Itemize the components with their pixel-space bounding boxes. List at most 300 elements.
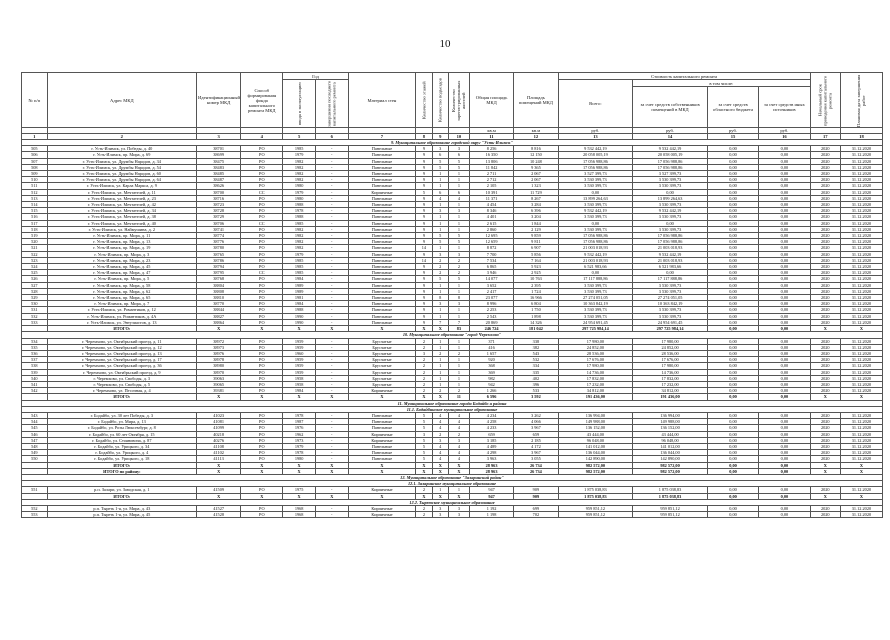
table-cell: 9 811: [514, 239, 558, 245]
table-cell: 17 056 988,86: [633, 158, 708, 164]
table-cell: 38485: [196, 171, 240, 177]
table-cell: 396: [514, 381, 558, 387]
table-cell: 1976: [283, 425, 316, 431]
table-cell: 96 048,00: [558, 437, 633, 443]
table-cell: Панельные: [348, 164, 416, 170]
table-cell: 31.12.2020: [840, 220, 882, 226]
table-cell: 9: [416, 282, 432, 288]
table-cell: 2020: [810, 512, 840, 518]
table-cell: 39065: [196, 381, 240, 387]
table-cell: 20 058 005,19: [558, 152, 633, 158]
table-cell: г. Усть-Илимск, пр. Мира, д. 62: [47, 288, 196, 294]
table-cell: 13 806: [469, 158, 513, 164]
table-cell: РО: [241, 363, 283, 369]
table-cell: X: [241, 462, 283, 468]
table-cell: 2020: [810, 146, 840, 152]
table-cell: 659: [469, 431, 513, 437]
table-cell: 1984: [283, 276, 316, 282]
table-cell: 31.12.2020: [840, 437, 882, 443]
table-cell: X: [348, 326, 416, 332]
table-cell: 9: [416, 288, 432, 294]
table-cell: 2 712: [469, 177, 513, 183]
table-cell: 38786: [196, 257, 240, 263]
table-cell: г. Бодайбо, ул. 30 лет Победы, д. 3: [47, 412, 196, 418]
table-cell: 0,00: [759, 487, 810, 493]
table-cell: Панельные: [348, 146, 416, 152]
table-cell: РО: [241, 412, 283, 418]
table-cell: -: [315, 357, 348, 363]
table-cell: 8 872: [469, 245, 513, 251]
table-cell: 2020: [810, 301, 840, 307]
table-cell: 0,00: [759, 301, 810, 307]
table-cell: 3 530 399,73: [558, 183, 633, 189]
table-cell: 38980: [196, 363, 240, 369]
table-cell: 9 532 442,19: [558, 251, 633, 257]
column-number: 4: [241, 134, 283, 140]
table-cell: 17 056 988,86: [633, 239, 708, 245]
register-table: [21, 72, 883, 518]
table-cell: 31.12.2020: [840, 319, 882, 325]
table-cell: 3 967: [514, 425, 558, 431]
table-cell: 369: [469, 369, 513, 375]
table-cell: 31.12.2020: [840, 288, 882, 294]
table-cell: 512: [22, 189, 48, 195]
table-cell: 3 530 399,73: [558, 214, 633, 220]
table-cell: 17 056 988,86: [633, 164, 708, 170]
table-cell: 550: [22, 456, 48, 462]
table-cell: 0,00: [759, 288, 810, 294]
table-cell: 31.12.2020: [840, 357, 882, 363]
table-cell: 3 530 399,73: [633, 214, 708, 220]
table-cell: 528: [22, 288, 48, 294]
table-cell: 1988: [283, 214, 316, 220]
table-cell: 2 067: [514, 171, 558, 177]
table-cell: 0,00: [558, 220, 633, 226]
header-year-group: Год: [283, 73, 348, 80]
table-cell: РО: [241, 307, 283, 313]
table-cell: 2020: [810, 245, 840, 251]
table-cell: X: [810, 462, 840, 468]
table-cell: 1978: [283, 450, 316, 456]
table-cell: 334: [514, 363, 558, 369]
table-cell: 0,00: [707, 164, 758, 170]
table-cell: г. Черемхово, ул. Октябрьский проезд, д. 11: [47, 338, 196, 344]
table-cell: 1959: [283, 338, 316, 344]
header-address: Адрес МКД: [47, 73, 196, 128]
unit-cell: кв.м: [469, 128, 513, 134]
table-cell: 8: [448, 295, 469, 301]
table-cell: 1: [432, 307, 448, 313]
table-cell: 43 444,00: [558, 431, 633, 437]
table-cell: 38728: [196, 208, 240, 214]
column-number: 18: [840, 134, 882, 140]
table-cell: 0,00: [759, 189, 810, 195]
table-cell: 1: [432, 338, 448, 344]
unit-cell: руб.: [759, 128, 810, 134]
table-cell: 5: [416, 412, 432, 418]
table-cell: 39063: [196, 375, 240, 381]
table-cell: 2: [432, 388, 448, 394]
table-cell: 38716: [196, 195, 240, 201]
table-cell: 38810: [196, 295, 240, 301]
table-cell: 136 994,00: [558, 412, 633, 418]
table-cell: -: [315, 437, 348, 443]
table-cell: 0,00: [558, 189, 633, 195]
table-cell: 2 395: [514, 282, 558, 288]
table-cell: 0,00: [759, 295, 810, 301]
table-cell: 1978: [283, 208, 316, 214]
table-cell: Панельные: [348, 183, 416, 189]
table-cell: 246 724: [469, 326, 513, 332]
table-cell: 2020: [810, 233, 840, 239]
table-cell: 1989: [283, 288, 316, 294]
table-cell: 9: [416, 251, 432, 257]
table-cell: 38487: [196, 177, 240, 183]
table-cell: 4: [432, 419, 448, 425]
table-cell: Кирпичные: [348, 189, 416, 195]
table-cell: РО: [241, 288, 283, 294]
section-title: 12.1. Заларинское муниципальное образование: [22, 481, 883, 487]
table-cell: Панельные: [348, 158, 416, 164]
table-cell: X: [315, 468, 348, 474]
table-cell: 38741: [196, 226, 240, 232]
table-cell: 1: [448, 363, 469, 369]
table-cell: 27 274 051,05: [558, 295, 633, 301]
table-cell: 2020: [810, 177, 840, 183]
table-cell: X: [416, 493, 432, 499]
table-cell: 38976: [196, 350, 240, 356]
table-cell: 1: [448, 487, 469, 493]
table-cell: 368: [469, 363, 513, 369]
table-cell: -: [315, 363, 348, 369]
table-cell: 0,00: [707, 177, 758, 183]
table-cell: 518: [22, 226, 48, 232]
table-cell: 28 963: [469, 468, 513, 474]
table-cell: 536: [22, 350, 48, 356]
table-cell: 1988: [283, 307, 316, 313]
table-cell: 5: [448, 276, 469, 282]
table-cell: 3: [432, 512, 448, 518]
table-cell: 1 266: [469, 388, 513, 394]
table-cell: 506: [22, 152, 48, 158]
table-cell: 2 925: [514, 270, 558, 276]
table-cell: 31.12.2020: [840, 338, 882, 344]
table-cell: 38699: [196, 152, 240, 158]
table-cell: 8 256: [469, 146, 513, 152]
table-cell: 4 454: [469, 202, 513, 208]
header-number: № п/п: [22, 73, 48, 128]
table-cell: 1982: [283, 177, 316, 183]
table-cell: Панельные: [348, 152, 416, 158]
table-cell: 31.12.2020: [840, 270, 882, 276]
table-cell: 31.12.2020: [840, 295, 882, 301]
table-cell: 0,00: [759, 456, 810, 462]
table-cell: 2020: [810, 313, 840, 319]
table-cell: 9: [416, 264, 432, 270]
table-cell: 0,00: [707, 505, 758, 511]
table-cell: г. Бодайбо, ул. 60 лет Октября, д. 15: [47, 431, 196, 437]
table-cell: 2020: [810, 164, 840, 170]
table-cell: 543: [514, 350, 558, 356]
table-cell: -: [315, 208, 348, 214]
table-cell: 3 530 399,73: [633, 282, 708, 288]
table-cell: 0,00: [707, 202, 758, 208]
table-cell: Панельные: [348, 257, 416, 263]
table-cell: 2020: [810, 363, 840, 369]
table-cell: 31.12.2020: [840, 431, 882, 437]
table-cell: 534: [22, 338, 48, 344]
table-cell: X: [348, 394, 416, 400]
table-cell: 2020: [810, 307, 840, 313]
table-cell: 1985: [283, 270, 316, 276]
table-cell: 24 954 691,45: [558, 319, 633, 325]
table-cell: 1985: [283, 264, 316, 270]
table-cell: 1 875 038,83: [633, 493, 708, 499]
table-cell: 2: [416, 487, 432, 493]
table-cell: 31.12.2020: [840, 512, 882, 518]
table-cell: X: [315, 394, 348, 400]
table-cell: 9: [416, 177, 432, 183]
table-cell: 2: [432, 264, 448, 270]
table-cell: 530: [22, 301, 48, 307]
table-cell: X: [196, 326, 240, 332]
table-cell: Кирпичные: [348, 431, 416, 437]
table-cell: 537: [22, 357, 48, 363]
table-cell: 1: [448, 313, 469, 319]
table-cell: 1990: [283, 313, 316, 319]
table-cell: 0,00: [707, 251, 758, 257]
table-cell: 532: [514, 357, 558, 363]
table-cell: -: [315, 282, 348, 288]
table-cell: X: [241, 326, 283, 332]
table-cell: 5: [416, 437, 432, 443]
table-cell: -: [315, 375, 348, 381]
table-cell: 0,00: [707, 431, 758, 437]
table-cell: 31.12.2020: [840, 257, 882, 263]
table-cell: X: [283, 394, 316, 400]
table-cell: г. Усть-Илимск, пр. Мира, д. 45: [47, 264, 196, 270]
table-cell: 31.12.2020: [840, 245, 882, 251]
table-cell: -: [315, 245, 348, 251]
table-cell: 4: [432, 450, 448, 456]
table-cell: 21 003 018,93: [558, 245, 633, 251]
table-cell: -: [315, 270, 348, 276]
table-cell: 14 326: [514, 319, 558, 325]
column-number: 16: [759, 134, 810, 140]
table-cell: 3 530 399,73: [558, 226, 633, 232]
table-cell: 1: [448, 183, 469, 189]
table-cell: 0,00: [707, 307, 758, 313]
table-cell: 1: [432, 344, 448, 350]
table-cell: 1: [448, 282, 469, 288]
table-cell: 2020: [810, 456, 840, 462]
table-cell: 31.12.2020: [840, 183, 882, 189]
table-cell: 0,00: [759, 282, 810, 288]
table-cell: 6 521 983,66: [633, 264, 708, 270]
table-cell: РО: [241, 171, 283, 177]
table-cell: 0,00: [707, 171, 758, 177]
table-cell: 3 530 399,73: [633, 288, 708, 294]
table-cell: 2020: [810, 158, 840, 164]
table-cell: 0,00: [707, 357, 758, 363]
table-cell: 5: [432, 276, 448, 282]
table-cell: 5: [416, 443, 432, 449]
table-cell: 0,00: [759, 233, 810, 239]
table-cell: 0,00: [707, 462, 758, 468]
table-cell: 14 736,00: [633, 369, 708, 375]
table-cell: 5: [416, 189, 432, 195]
column-number: 5: [283, 134, 316, 140]
table-cell: 1: [448, 288, 469, 294]
table-cell: 1990: [283, 319, 316, 325]
table-cell: г. Усть-Илимск, ул. Энтузиастов, д. 13: [47, 319, 196, 325]
table-cell: 9: [416, 171, 432, 177]
table-cell: 2020: [810, 431, 840, 437]
table-cell: 41102: [196, 450, 240, 456]
header-total-area: Общая площадь МКД: [469, 73, 513, 128]
table-cell: г. Усть-Илимск, пр. Мира, д. 69: [47, 152, 196, 158]
table-cell: X: [348, 462, 416, 468]
table-cell: 38794: [196, 264, 240, 270]
table-cell: 7 534: [469, 257, 513, 263]
table-cell: 17 676,00: [558, 357, 633, 363]
table-cell: -: [315, 456, 348, 462]
table-cell: -: [315, 171, 348, 177]
table-cell: 1: [448, 245, 469, 251]
table-cell: 31.12.2020: [840, 226, 882, 232]
table-cell: ИТОГО:: [47, 394, 196, 400]
table-cell: 39381: [196, 388, 240, 394]
table-cell: 17 056 988,86: [558, 158, 633, 164]
table-cell: СС: [241, 189, 283, 195]
table-cell: 3: [432, 437, 448, 443]
table-cell: 10 248: [514, 158, 558, 164]
column-number: 10: [448, 134, 469, 140]
table-cell: 149 988,00: [558, 419, 633, 425]
table-cell: -: [315, 177, 348, 183]
table-cell: 297 725 984,14: [558, 326, 633, 332]
header-year-repair: завершения последнего капитального ремонта: [315, 80, 348, 128]
table-cell: 43 444,00: [633, 431, 708, 437]
table-cell: г. Черемхово, ул. Октябрьский проезд, д. 36: [47, 363, 196, 369]
table-cell: г. Бодайбо, ул. Урицкого, д. 18: [47, 456, 196, 462]
table-cell: 191 436,00: [558, 394, 633, 400]
table-cell: 2 067: [514, 177, 558, 183]
table-cell: 0,00: [707, 375, 758, 381]
table-cell: 2020: [810, 264, 840, 270]
table-cell: 1: [448, 307, 469, 313]
table-cell: РО: [241, 431, 283, 437]
table-cell: 3 284: [514, 202, 558, 208]
table-cell: 2: [448, 270, 469, 276]
table-cell: РО: [241, 381, 283, 387]
table-cell: 2020: [810, 295, 840, 301]
table-cell: 17 980,00: [558, 363, 633, 369]
table-cell: 0,00: [707, 388, 758, 394]
table-cell: 539: [22, 369, 48, 375]
column-number: 8: [416, 134, 432, 140]
table-cell: 509: [22, 171, 48, 177]
table-cell: 514: [22, 202, 48, 208]
table-cell: 947: [469, 487, 513, 493]
table-cell: 5: [448, 158, 469, 164]
table-cell: 0,00: [707, 276, 758, 282]
table-cell: 2: [416, 363, 432, 369]
table-cell: 38827: [196, 313, 240, 319]
table-cell: Панельные: [348, 171, 416, 177]
header-id: Идентификационный номер МКД: [196, 73, 240, 128]
table-cell: 0,00: [759, 239, 810, 245]
table-cell: 9: [416, 307, 432, 313]
unit-cell: руб.: [707, 128, 758, 134]
table-cell: 9 532 442,19: [633, 146, 708, 152]
table-cell: 1973: [283, 437, 316, 443]
table-cell: 6 396: [514, 208, 558, 214]
table-cell: 2020: [810, 487, 840, 493]
table-cell: г. Усть-Илимск, пр. Мира, д. 47: [47, 270, 196, 276]
table-cell: 31.12.2020: [840, 381, 882, 387]
table-cell: 0,00: [558, 270, 633, 276]
table-cell: 2 711: [469, 171, 513, 177]
table-cell: 5: [416, 425, 432, 431]
table-cell: 2020: [810, 276, 840, 282]
table-cell: 9 532 442,19: [558, 146, 633, 152]
table-cell: -: [315, 313, 348, 319]
table-cell: г. Усть-Илимск, ул. Мечтателей, д. 34: [47, 208, 196, 214]
table-cell: 0,00: [707, 338, 758, 344]
table-cell: 0,00: [759, 369, 810, 375]
table-cell: РО: [241, 214, 283, 220]
table-cell: 0,00: [707, 468, 758, 474]
table-cell: 959 851,12: [633, 512, 708, 518]
table-cell: X: [416, 462, 432, 468]
table-cell: 0,00: [707, 264, 758, 270]
table-cell: 982: [469, 375, 513, 381]
table-cell: 9: [416, 226, 432, 232]
table-cell: Панельные: [348, 313, 416, 319]
table-cell: 191 436,00: [633, 394, 708, 400]
table-cell: -: [315, 487, 348, 493]
table-cell: 0,00: [759, 264, 810, 270]
table-cell: 12 695: [469, 233, 513, 239]
table-cell: Панельные: [348, 295, 416, 301]
table-cell: 1: [448, 344, 469, 350]
table-cell: 38700: [196, 189, 240, 195]
table-cell: X: [283, 493, 316, 499]
table-cell: 3: [432, 146, 448, 152]
table-cell: 2020: [810, 344, 840, 350]
table-cell: г. Бодайбо, ул. Урицкого, д. 34: [47, 443, 196, 449]
table-cell: 505: [22, 146, 48, 152]
table-cell: 0,00: [759, 208, 810, 214]
table-cell: 1: [432, 282, 448, 288]
table-cell: р.п. Тыреть 1-я, ул. Мира, д. 43: [47, 505, 196, 511]
table-cell: 0,00: [759, 276, 810, 282]
table-cell: -: [315, 388, 348, 394]
table-cell: РО: [241, 264, 283, 270]
table-cell: 1 724: [514, 288, 558, 294]
table-cell: 41081: [196, 419, 240, 425]
table-cell: 2020: [810, 239, 840, 245]
table-cell: 38723: [196, 202, 240, 208]
table-cell: 3: [432, 251, 448, 257]
table-cell: 38780: [196, 245, 240, 251]
table-cell: 0,00: [759, 171, 810, 177]
table-cell: 141 012,00: [633, 443, 708, 449]
table-cell: 523: [22, 257, 48, 263]
table-cell: 136 994,00: [633, 412, 708, 418]
table-cell: 1: [432, 202, 448, 208]
